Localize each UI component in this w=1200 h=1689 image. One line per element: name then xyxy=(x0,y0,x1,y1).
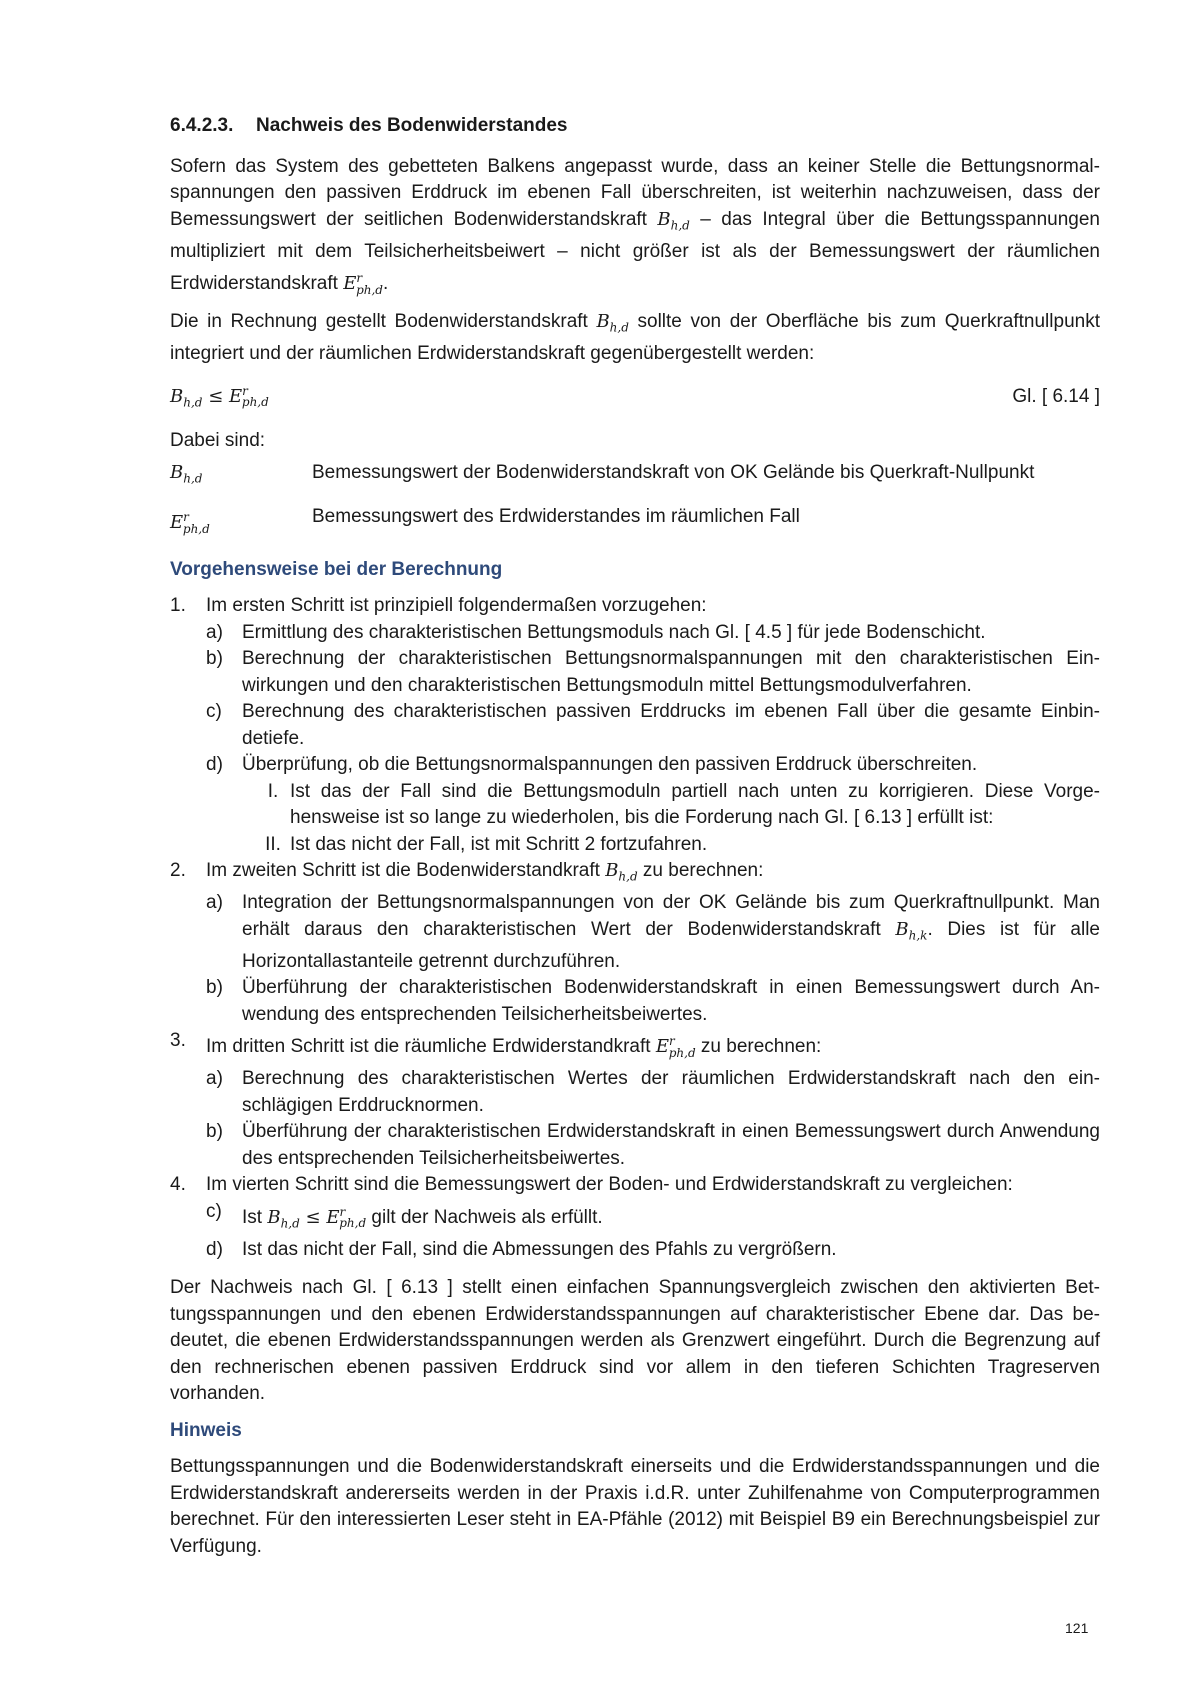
step-4d: d) Ist das nicht der Fall, sind die Abmessungen des Pfahls zu vergrößern. xyxy=(206,1238,837,1260)
step-3a: a) Berechnung des charakteristischen Wertes der räumlichen Erdwiderstandskraft nach den einschlägigen Erddrucknormen. xyxy=(206,1068,1100,1116)
dabei-label: Dabei sind: xyxy=(170,429,266,451)
step-2b: b) Überführung der charakteristischen Bodenwiderstandskraft in einen Bemessungswert durch Anwendung des entsprechenden Teilsicherheitsbeiwertes. xyxy=(206,977,1100,1025)
equation-6-14 xyxy=(170,378,1100,416)
definition-symbol: $B_{h,d}$ xyxy=(170,462,203,486)
definition-text: Bemessungswert der Bodenwiderstandskraft von OK Gelände bis Querkraft-Nullpunkt xyxy=(312,462,1035,484)
step-4c: c) Ist $B_{h,d} \le E^r_{ph,d}$ gilt der Nachweis als erfüllt. xyxy=(206,1200,603,1231)
page-number: 121 xyxy=(1065,1620,1089,1636)
step-1a: a) Ermittlung des charakteristischen Bettungsmoduls nach Gl. [ 4.5 ] für jede Bodenschicht. xyxy=(206,621,986,643)
procedure-heading: Vorgehensweise bei der Berechnung xyxy=(170,558,503,580)
definition-symbol: $E^r_{ph,d}$ xyxy=(170,510,210,537)
step-2a: a) Integration der Bettungsnormalspannungen von der OK Gelände bis zum Querkraftnullpunkt. Man erhält daraus den charakteristischen Wert der Bodenwiderstandskraft $B_{h,k}$. Dies ist für alle Horizontallastanteile getrennt durchzuführen. xyxy=(206,892,1100,972)
intro-paragraph-2: Die in Rechnung gestellt Bodenwiderstandskraft $B_{h,d}$ sollte von der Oberfläche bis zum Querkraftnullpunkt integriert und der räumlichen Erdwiderstandskraft gegenübergestellt werden: xyxy=(170,311,1100,365)
hint-paragraph: Bettungsspannungen und die Bodenwiderstandskraft einerseits und die Erdwiderstandsspannungen und die Erdwiderstandskraft andererseits werden in der Praxis i.d.R. unter Zuhilfenahme von Computerprogrammen berechnet. Für den interessierten Leser steht in EA-Pfähle (2012) mit Beispiel B9 ein Berechnungsbeispiel zur Verfügung. xyxy=(170,1456,1100,1557)
section-heading xyxy=(170,113,1100,140)
conclusion-paragraph: Der Nachweis nach Gl. [ 6.13 ] stellt einen einfachen Spannungsvergleich zwischen den aktivierten Bettungsspannungen und den ebenen Erdwiderstandsspannungen auf charakteristischer Ebene dar. Das bedeutet, die ebenen Erdwiderstandsspannungen werden als Grenzwert eingeführt. Durch die Begrenzung auf den rechnerischen ebenen passiven Erddruck sind vor allem in den tieferen Schichten Tragreserven vorhanden. xyxy=(170,1277,1100,1405)
definition-text: Bemessungswert des Erdwiderstandes im räumlichen Fall xyxy=(312,506,800,528)
step-1b: b) Berechnung der charakteristischen Bettungsnormalspannungen mit den charakteristischen Einwirkungen und den charakteristischen Bettungsmoduln mittel Bettungsmodulverfahren. xyxy=(206,648,1100,696)
equation-body: $B_{h,d} \le E^r_{ph,d}$ xyxy=(170,383,269,410)
section-title: Nachweis des Bodenwiderstandes xyxy=(256,115,568,136)
step-3b: b) Überführung der charakteristischen Erdwiderstandskraft in einen Bemessungswert durch Anwendung des entsprechenden Teilsicherheitsbeiwertes. xyxy=(206,1121,1100,1169)
step-1: 1. Im ersten Schritt ist prinzipiell folgendermaßen vorzugehen: a) Ermittlung des charakteristischen Bettungsmoduls nach Gl. [ 4.5 ] für jede Bodenschicht. b) Berechnung der charakteristischen Bettungsnormalspannungen mit den charakteristischen Einwirkungen und den charakteristischen Bettungsmoduln mittel Bettungsmodulverfahren. c) Berechnung des charakteristischen passiven Erddrucks im ebenen Fall über die gesamte Einbindetiefe. d) Überprüfung, ob die Bettungsnormalspannungen den passiven Erddruck überschreiten. I. Ist das der Fall sind die Bettungsmoduln partiell nach unten zu korrigieren. Diese Vorgehensweise ist so lange zu wiederholen, bis die Forderung nach Gl. [ 6.13 ] erfüllt ist: II. Ist das nicht der Fall, ist mit Schritt 2 fortzufahren. xyxy=(170,593,1100,858)
math-bhd: $B_{h,d}$ xyxy=(657,208,690,233)
step-1d: d) Überprüfung, ob die Bettungsnormalspannungen den passiven Erddruck überschreiten. I. Ist das der Fall sind die Bettungsmoduln partiell nach unten zu korrigieren. Diese Vorgehensweise ist so lange zu wiederholen, bis die Forderung nach Gl. [ 6.13 ] erfüllt ist: II. Ist das nicht der Fall, ist mit Schritt 2 fortzufahren. xyxy=(206,752,1100,858)
document-page xyxy=(170,113,1100,1566)
step-1d-ii: II. Ist das nicht der Fall, ist mit Schritt 2 fortzufahren. xyxy=(265,833,708,855)
step-1d-i: I. Ist das der Fall sind die Bettungsmoduln partiell nach unten zu korrigieren. Diese Vorgehensweise ist so lange zu wiederholen, bis die Forderung nach Gl. [ 6.13 ] erfüllt ist: xyxy=(267,780,1100,829)
equation-reference: Gl. [ 6.14 ] xyxy=(1012,385,1100,407)
math-erphd: $E^r_{ph,d}$ xyxy=(343,271,383,297)
definition-row xyxy=(170,504,1100,542)
step-3: 3. Im dritten Schritt ist die räumliche Erdwiderstandkraft $E^r_{ph,d}$ zu berechnen: a) Berechnung des charakteristischen Wertes der räumlichen Erdwiderstandskraft nach den einschlägigen Erddrucknormen. b) Überführung der charakteristischen Erdwiderstandskraft in einen Bemessungswert durch Anwendung des entsprechenden Teilsicherheitsbeiwertes. xyxy=(170,1028,1100,1172)
procedure-list xyxy=(170,593,1100,1263)
step-1c: c) Berechnung des charakteristischen passiven Erddrucks im ebenen Fall über die gesamte Einbindetiefe. xyxy=(206,701,1100,749)
hint-heading: Hinweis xyxy=(170,1419,242,1441)
section-number: 6.4.2.3. xyxy=(170,115,234,136)
step-4: 4. Im vierten Schritt sind die Bemessungswert der Boden- und Erdwiderstandskraft zu vergleichen: c) Ist $B_{h,d} \le E^r_{ph,d}$ gilt der Nachweis als erfüllt. d) Ist das nicht der Fall, sind die Abmessungen des Pfahls zu vergrößern. xyxy=(170,1172,1100,1263)
definition-row xyxy=(170,460,1100,492)
intro-paragraph-1: Sofern das System des gebetteten Balkens angepasst wurde, dass an keiner Stelle die Bettungsnormalspannungen den passiven Erddruck im ebenen Fall überschreiten, ist weiterhin nachzuweisen, dass der Bemessungswert der seitlichen Bodenwiderstandskraft $B_{h,d}$ – das Integral über die Bettungsspannungen multipliziert mit dem Teilsicherheitsbeiwert – nicht größer ist als der Bemessungswert der räumlichen Erdwiderstandskraft $E^r_{ph,d}$. xyxy=(170,155,1100,297)
symbol-definitions xyxy=(170,460,1100,542)
step-2: 2. Im zweiten Schritt ist die Bodenwiderstandkraft $B_{h,d}$ zu berechnen: a) Integration der Bettungsnormalspannungen von der OK Gelände bis zum Querkraftnullpunkt. Man erhält daraus den charakteristischen Wert der Bodenwiderstandskraft $B_{h,k}$. Dies ist für alle Horizontallastanteile getrennt durchzuführen. b) Überführung der charakteristischen Bodenwiderstandskraft in einen Bemessungswert durch Anwendung des entsprechenden Teilsicherheitsbeiwertes. xyxy=(170,858,1100,1028)
